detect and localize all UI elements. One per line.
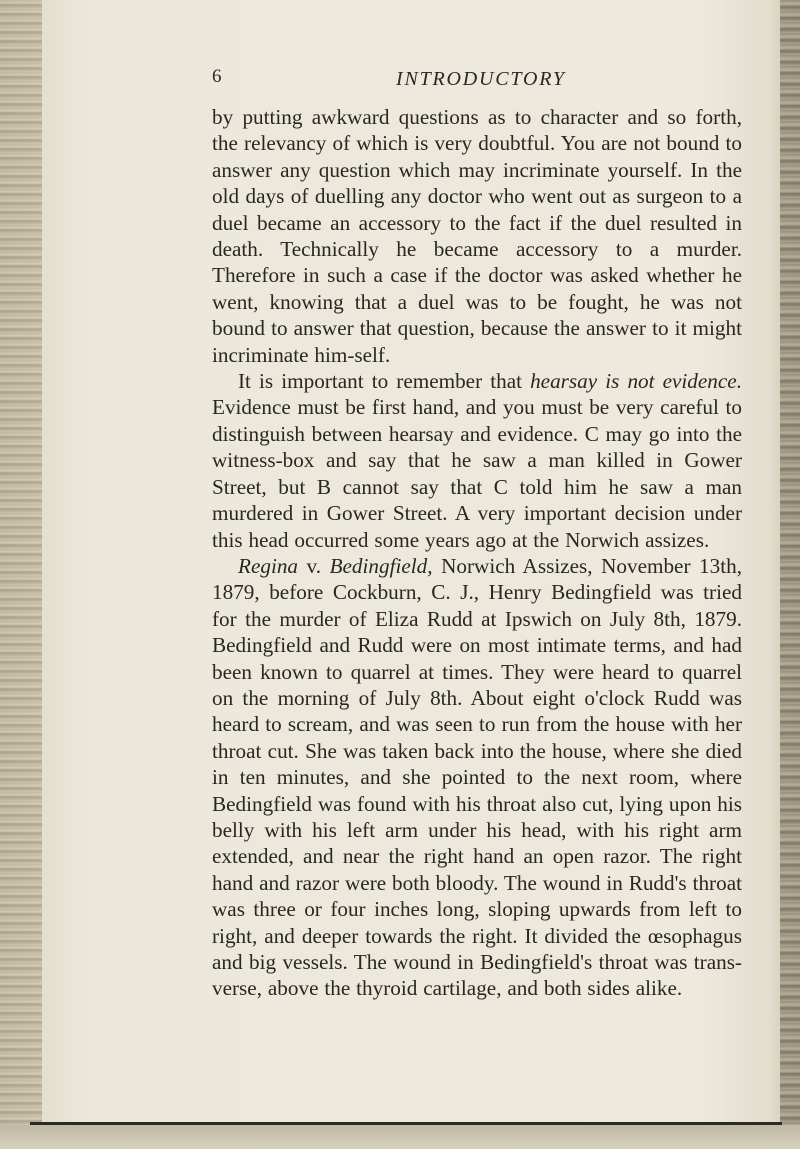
body-text bbox=[212, 104, 742, 1002]
page-header bbox=[212, 66, 752, 96]
paragraph-2-emphasis: hearsay is not evidence. bbox=[530, 369, 742, 394]
case-versus: v. bbox=[298, 553, 330, 578]
case-defendant: Bedingfield bbox=[329, 553, 428, 578]
page-bottom-shadow bbox=[0, 1125, 800, 1149]
paragraph-3-rest: , Norwich Assizes, November 13th, 1879, before Cockburn, C. J., Henry Bedingfield was tried for the murder of Eliza Rudd at Ipswich on July 8th, 1879. Bedingfield and Rudd were on most intimate terms, and had been known to quarrel at times. They were heard to quarrel on the morning of July 8th. About eight o'clock Rudd was heard to scream, and was seen to run from the house with her throat cut. She was taken back into the house, where she died in ten minutes, and she pointed to the next room, where Bedingfield was found with his throat also cut, lying upon his belly with his left arm under his head, with his right arm extended, and near the right hand an open razor. The right hand and razor were both bloody. The wound in Rudd's throat was three or four inches long, sloping upwards from left to right, and deeper towards the right. It divided the œsophagus and big vessels. The wound in Bedingfield's throat was trans-verse, above the thyroid cartilage, and both sides alike. bbox=[212, 553, 742, 1001]
paragraph-3 bbox=[212, 553, 742, 1002]
paragraph-1: by putting awkward questions as to character and so forth, the relevancy of which is very doubtful. You are not bound to answer any question which may incriminate yourself. In the old days of duelling any doctor who went out as surgeon to a duel became an accessory to the fact if the duel resulted in death. Technically he became accessory to a murder. Therefore in such a case if the doctor was asked whether he went, knowing that a duel was to be fought, he was not bound to answer that question, because the answer to it might incriminate him-self. bbox=[212, 105, 742, 367]
book-edge-right bbox=[780, 0, 800, 1149]
case-plaintiff: Regina bbox=[238, 553, 299, 578]
paragraph-2 bbox=[212, 368, 742, 553]
paragraph-2-lead: It is important to remember that bbox=[238, 369, 531, 394]
book-binding-left bbox=[0, 0, 42, 1149]
paragraph-2-rest: Evidence must be first hand, and you must be very careful to distinguish between hearsay and evidence. C may go into the witness-box and say that he saw a man killed in Gower Street, but B cannot say that C told him he saw a man murdered in Gower Street. A very important decision under this head occurred some years ago at the Norwich assizes. bbox=[212, 395, 742, 552]
running-title: INTRODUCTORY bbox=[396, 68, 566, 90]
page-number: 6 bbox=[212, 66, 222, 87]
page-bottom-edge bbox=[30, 1122, 782, 1125]
